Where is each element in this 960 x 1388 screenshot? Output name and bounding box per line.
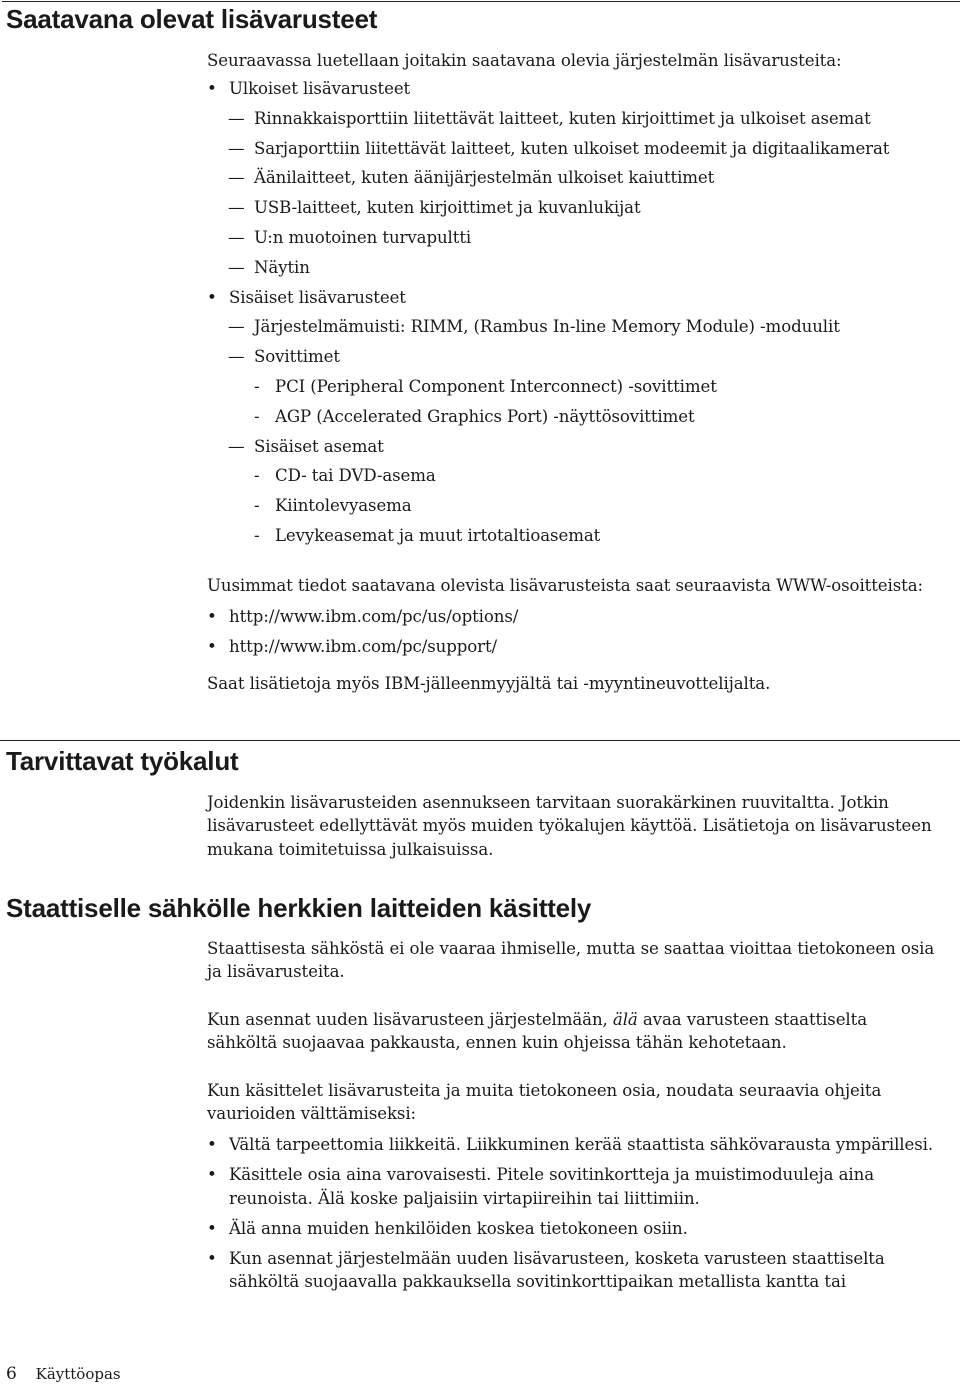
guideline-item: [207, 1247, 942, 1294]
www-section: [207, 574, 942, 695]
list-item-text: Sovittimet: [254, 347, 340, 367]
top-rule: [2, 1, 960, 2]
list-item: [207, 372, 942, 402]
bullet-marker: •: [207, 79, 217, 98]
section-rule: [0, 740, 960, 741]
list-item: [207, 253, 942, 283]
list-item-text: Järjestelmämuisti: RIMM, (Rambus In-line Memory Module) -moduulit: [254, 317, 840, 337]
list-item-text: U:n muotoinen turvapultti: [254, 227, 472, 247]
dash-marker: —: [228, 436, 245, 456]
dash-marker: —: [228, 317, 245, 337]
static-para-2-start: Kun asennat uuden lisävarusteen järjestelmään,: [207, 1009, 613, 1029]
dash-marker: —: [228, 138, 245, 158]
list-item: [207, 134, 942, 164]
static-para-1: Staattisesta sähköstä ei ole vaaraa ihmiselle, mutta se saattaa vioittaa tietokoneen osia ja lisävarusteita.: [207, 939, 935, 982]
list-item: [207, 342, 942, 372]
static-para-2: [207, 1008, 942, 1055]
list-item: [207, 163, 942, 193]
bullet-marker: •: [207, 607, 217, 627]
list-item: [207, 223, 942, 253]
bullet-marker: •: [207, 1218, 217, 1238]
hyphen-marker: -: [254, 466, 260, 486]
accessories-section: [207, 48, 942, 551]
url-item: [207, 632, 942, 662]
list-item: [207, 312, 942, 342]
list-item: [207, 283, 942, 313]
list-item-text: Näytin: [254, 257, 310, 277]
guideline-item: [207, 1217, 942, 1240]
dash-marker: —: [228, 257, 245, 277]
list-item-text: Sisäiset lisävarusteet: [229, 287, 406, 307]
list-item: [207, 74, 942, 104]
static-para-2-emphasis: älä: [612, 1009, 638, 1029]
hyphen-marker: -: [254, 525, 260, 545]
dash-marker: —: [228, 198, 245, 218]
url-item: [207, 602, 942, 632]
list-item-text: PCI (Peripheral Component Interconnect) -sovittimet: [275, 376, 717, 396]
list-item-text: CD- tai DVD-asema: [275, 466, 436, 486]
accessories-list: [207, 74, 942, 551]
list-item-text: Levykeasemat ja muut irtotaltioasemat: [275, 525, 601, 545]
list-item: [207, 521, 942, 551]
page-footer: [6, 1364, 121, 1384]
book-title: Käyttöopas: [35, 1365, 121, 1383]
list-item-text: USB-laitteet, kuten kirjoittimet ja kuvanlukijat: [254, 198, 641, 218]
guideline-text: Älä anna muiden henkilöiden koskea tietokoneen osiin.: [229, 1218, 688, 1238]
url-link[interactable]: http://www.ibm.com/pc/us/options/: [229, 607, 519, 627]
tools-section: [207, 791, 942, 861]
bullet-marker: •: [207, 1165, 217, 1185]
list-item-text: AGP (Accelerated Graphics Port) -näyttösovittimet: [275, 406, 695, 426]
list-item-text: Rinnakkaisporttiin liitettävät laitteet, kuten kirjoittimet ja ulkoiset asemat: [254, 108, 871, 128]
hyphen-marker: -: [254, 376, 260, 396]
section-heading-tools: Tarvittavat työkalut: [6, 746, 239, 776]
page-number: 6: [6, 1364, 17, 1384]
static-para-2-end: avaa varusteen staattiselta sähköltä suojaavaa pakkausta, ennen kuin ohjeissa tähän kehotetaan.: [207, 1009, 867, 1053]
static-section: [207, 937, 942, 1300]
dash-marker: —: [228, 108, 245, 128]
hyphen-marker: -: [254, 406, 260, 426]
dash-marker: —: [228, 168, 245, 188]
list-item-text: Ulkoiset lisävarusteet: [229, 79, 411, 98]
bullet-marker: •: [207, 1248, 217, 1268]
bullet-marker: •: [207, 1135, 217, 1155]
list-item: [207, 402, 942, 432]
guideline-text: Vältä tarpeettomia liikkeitä. Liikkuminen kerää staattista sähkövarausta ympärillesi.: [229, 1135, 934, 1155]
section-heading-accessories: Saatavana olevat lisävarusteet: [6, 4, 378, 34]
list-item-text: Sarjaporttiin liitettävät laitteet, kuten ulkoiset modeemit ja digitaalikamerat: [254, 138, 890, 158]
dash-marker: —: [228, 347, 245, 367]
list-item: [207, 193, 942, 223]
bullet-marker: •: [207, 637, 217, 657]
guideline-item: [207, 1163, 942, 1210]
guideline-text: Kun asennat järjestelmään uuden lisävarusteen, kosketa varusteen staattiselta sähköltä suojaavalla pakkauksella sovitinkorttipaikan metallista kantta tai: [229, 1248, 885, 1291]
guideline-item: [207, 1133, 942, 1156]
list-item-text: Äänilaitteet, kuten äänijärjestelmän ulkoiset kaiuttimet: [254, 168, 715, 188]
dash-marker: —: [228, 227, 245, 247]
www-closing: Saat lisätietoja myös IBM-jälleenmyyjältä tai -myyntineuvottelijalta.: [207, 674, 771, 693]
hyphen-marker: -: [254, 496, 260, 516]
section-heading-static: Staattiselle sähkölle herkkien laitteiden käsittely: [6, 893, 592, 923]
guideline-text: Käsittele osia aina varovaisesti. Pitele sovitinkortteja ja muistimoduuleja aina reunoista. Älä koske paljaisiin virtapiireihin tai liittimiin.: [229, 1165, 874, 1208]
list-item: [207, 432, 942, 462]
tools-text: Joidenkin lisävarusteiden asennukseen tarvitaan suorakärkinen ruuvitaltta. Jotkin lisävarusteet edellyttävät myös muiden työkalujen käyttöä. Lisätietoja on lisävarusteen mukana toimitetuissa julkaisuissa.: [207, 793, 932, 859]
static-para-3: Kun käsittelet lisävarusteita ja muita tietokoneen osia, noudata seuraavia ohjeita vaurioiden välttämiseksi:: [207, 1080, 882, 1124]
accessories-intro: Seuraavassa luetellaan joitakin saatavana olevia järjestelmän lisävarusteita:: [207, 51, 842, 70]
list-item: [207, 491, 942, 521]
static-guidelines-list: [207, 1133, 942, 1293]
list-item: [207, 104, 942, 134]
list-item-text: Sisäiset asemat: [254, 436, 384, 456]
bullet-marker: •: [207, 287, 217, 307]
list-item: [207, 461, 942, 491]
www-intro: Uusimmat tiedot saatavana olevista lisävarusteista saat seuraavista WWW-osoitteista:: [207, 576, 923, 595]
url-link[interactable]: http://www.ibm.com/pc/support/: [229, 637, 498, 657]
list-item-text: Kiintolevyasema: [275, 496, 412, 516]
